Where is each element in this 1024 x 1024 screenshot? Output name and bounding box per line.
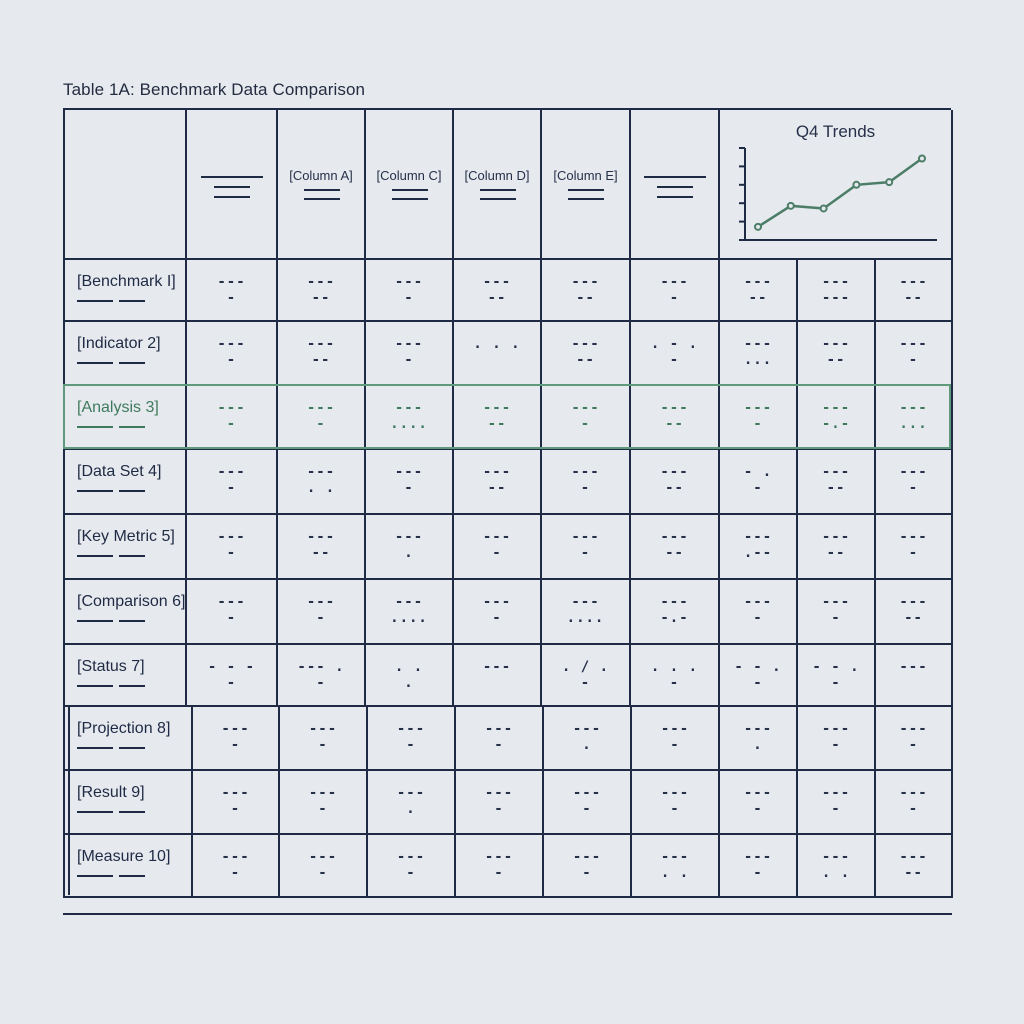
row-label: [Data Set 4] <box>77 463 162 480</box>
table-cell <box>454 386 542 450</box>
header-cell-column-d <box>454 110 542 260</box>
table-row-label-cell <box>65 645 187 707</box>
cell-value: --- - <box>306 400 336 432</box>
table-caption: Table 1A: Benchmark Data Comparison <box>63 80 366 99</box>
table-cell <box>278 386 366 450</box>
table-cell <box>368 835 456 898</box>
cell-value: --- -- <box>899 274 928 306</box>
cell-value: --- . <box>396 785 426 817</box>
table-cell <box>366 580 454 645</box>
cell-value: --- <box>482 659 512 675</box>
table-row-label-cell <box>65 707 193 771</box>
table-cell <box>454 580 542 645</box>
table-cell <box>876 450 953 515</box>
cell-value: --- - <box>221 849 250 881</box>
benchmark-table <box>63 108 951 898</box>
table-cell <box>278 322 366 386</box>
cell-value: --- ... <box>743 336 773 368</box>
row-label: [Projection 8] <box>77 720 171 737</box>
cell-value: --- - <box>743 849 773 881</box>
label-underline <box>119 362 145 364</box>
cell-value: --- - <box>571 529 600 561</box>
table-cell <box>632 835 720 898</box>
table-cell <box>876 386 953 450</box>
cell-value: --- - <box>396 849 426 881</box>
header-cell-column-c <box>366 110 454 260</box>
cell-value: --- - <box>572 785 602 817</box>
table-cell <box>456 771 544 835</box>
table-cell <box>798 645 876 707</box>
table-cell <box>876 645 953 707</box>
table-cell <box>720 450 798 515</box>
table-cell <box>278 260 366 322</box>
table-cell <box>454 645 542 707</box>
table-row-label-cell <box>65 386 187 450</box>
table-cell <box>798 260 876 322</box>
cell-value: --- . <box>572 721 602 753</box>
label-underline <box>119 426 145 428</box>
table-cell <box>542 645 631 707</box>
table-cell <box>456 835 544 898</box>
table-cell <box>720 771 798 835</box>
cell-value: --- - <box>217 594 246 626</box>
cell-value: --- - <box>571 400 600 432</box>
table-cell <box>187 322 278 386</box>
row-label: [Result 9] <box>77 784 145 801</box>
cell-value: --- -- <box>571 274 600 306</box>
header-cell-column-a <box>278 110 366 260</box>
cell-value: --- .... <box>390 400 428 432</box>
table-cell <box>187 260 278 322</box>
label-underline <box>77 426 113 428</box>
table-cell <box>187 645 278 707</box>
cell-value: --- -- <box>821 464 851 496</box>
cell-value: --- - <box>660 785 690 817</box>
cell-value: --- -- <box>482 400 512 432</box>
cell-value: --- - <box>660 721 690 753</box>
cell-value: --- - <box>217 529 246 561</box>
table-cell <box>720 260 798 322</box>
table-cell <box>456 707 544 771</box>
cell-value: --- - <box>394 274 424 306</box>
cell-value: --- -.- <box>660 594 689 626</box>
divider-line <box>68 705 70 895</box>
table-cell <box>631 645 720 707</box>
series-line <box>758 159 922 227</box>
table-cell <box>876 771 953 835</box>
table-cell <box>876 322 953 386</box>
cell-value: . / . - <box>561 659 610 691</box>
cell-value: --- - <box>660 274 689 306</box>
table-cell <box>542 386 631 450</box>
cell-value: --- - <box>396 721 426 753</box>
cell-value: --- - <box>217 336 246 368</box>
table-cell <box>798 580 876 645</box>
data-point <box>788 203 794 209</box>
bottom-rule <box>63 913 952 915</box>
label-underline <box>77 362 113 364</box>
cell-value: --- .-- <box>743 529 773 561</box>
data-point <box>919 156 925 162</box>
table-cell <box>366 260 454 322</box>
label-underline <box>119 747 145 749</box>
table-cell <box>720 580 798 645</box>
cell-value: --- -- <box>660 529 689 561</box>
cell-value: . - . - <box>650 336 699 368</box>
table-cell <box>280 707 368 771</box>
table-cell <box>454 515 542 580</box>
cell-value: --- - <box>899 464 928 496</box>
table-cell <box>368 707 456 771</box>
cell-value: --- - <box>743 400 773 432</box>
table-cell <box>454 450 542 515</box>
table-cell <box>366 645 454 707</box>
cell-value: --- -- <box>899 849 928 881</box>
table-row-label-cell <box>65 835 193 898</box>
cell-value: . . . - <box>650 659 699 691</box>
table-cell <box>193 707 280 771</box>
header-label: [Column C] <box>376 168 442 183</box>
header-cell-1 <box>187 110 278 260</box>
table-row-label-cell <box>65 580 187 645</box>
table-cell <box>544 771 632 835</box>
header-label: [Column D] <box>464 168 530 183</box>
cell-value: --- - <box>571 464 600 496</box>
cell-value: --- - <box>484 785 514 817</box>
table-cell <box>542 580 631 645</box>
table-cell <box>366 450 454 515</box>
cell-value: --- -- <box>660 464 689 496</box>
label-underline <box>119 875 145 877</box>
table-row-label-cell <box>65 322 187 386</box>
table-cell <box>187 450 278 515</box>
table-cell <box>187 580 278 645</box>
row-label: [Key Metric 5] <box>77 528 175 545</box>
cell-value: --- - <box>899 721 928 753</box>
cell-value: --- - <box>899 529 928 561</box>
table-cell <box>631 322 720 386</box>
table-cell <box>278 515 366 580</box>
table-cell <box>720 707 798 771</box>
cell-value: --- - <box>899 336 928 368</box>
label-underline <box>77 620 113 622</box>
header-label: [Column E] <box>553 168 618 183</box>
cell-value: . . . <box>394 659 424 691</box>
table-cell <box>798 707 876 771</box>
label-underline <box>119 620 145 622</box>
cell-value: --- . . <box>306 464 336 496</box>
header-cell-column-e <box>542 110 631 260</box>
cell-value: - - . - <box>812 659 860 691</box>
cell-value: --- -- <box>482 274 512 306</box>
row-label: [Analysis 3] <box>77 399 159 416</box>
table-cell <box>720 322 798 386</box>
data-point <box>886 179 892 185</box>
data-point <box>821 205 827 211</box>
label-underline <box>119 490 145 492</box>
cell-value: --- -- <box>482 464 512 496</box>
cell-value: --- - <box>821 594 851 626</box>
table-cell <box>876 260 953 322</box>
table-cell <box>631 386 720 450</box>
cell-value: --- . . <box>660 849 690 881</box>
cell-value: --- . - <box>297 659 345 691</box>
label-underline <box>77 811 113 813</box>
label-underline <box>119 555 145 557</box>
table-cell <box>278 580 366 645</box>
table-cell <box>631 515 720 580</box>
label-underline <box>77 875 113 877</box>
table-cell <box>798 835 876 898</box>
cell-value: --- .... <box>566 594 605 626</box>
cell-value: --- -- <box>660 400 689 432</box>
table-cell <box>366 515 454 580</box>
cell-value: --- - <box>572 849 602 881</box>
cell-value: - - . - <box>734 659 782 691</box>
table-cell <box>366 386 454 450</box>
table-cell <box>631 450 720 515</box>
table-row-label-cell <box>65 771 193 835</box>
table-cell <box>187 515 278 580</box>
table-cell <box>544 835 632 898</box>
table-cell <box>798 515 876 580</box>
table-cell <box>632 707 720 771</box>
cell-value: - . - <box>743 464 773 496</box>
cell-value: - - - - <box>207 659 256 691</box>
row-label: [Benchmark I] <box>77 273 176 290</box>
table-cell <box>544 707 632 771</box>
cell-value: --- - <box>308 785 338 817</box>
cell-value: --- -- <box>821 336 851 368</box>
cell-value: --- --- <box>821 274 851 306</box>
table-cell <box>542 515 631 580</box>
table-cell <box>280 771 368 835</box>
table-row-label-cell <box>65 260 187 322</box>
cell-value: --- -.- <box>821 400 851 432</box>
label-underline <box>119 811 145 813</box>
cell-value: --- . <box>394 529 424 561</box>
table-cell <box>720 515 798 580</box>
table-cell <box>876 580 953 645</box>
cell-value: --- - <box>482 594 512 626</box>
cell-value: --- - <box>743 594 773 626</box>
table-cell <box>631 580 720 645</box>
cell-value: . . . <box>473 336 521 352</box>
table-cell <box>631 260 720 322</box>
table-row-label-cell <box>65 450 187 515</box>
table-cell <box>720 386 798 450</box>
row-label: [Indicator 2] <box>77 335 161 352</box>
table-cell <box>280 835 368 898</box>
cell-value: --- -- <box>306 336 336 368</box>
cell-value: --- <box>899 659 928 675</box>
table-cell <box>368 771 456 835</box>
cell-value: --- -- <box>306 274 336 306</box>
table-cell <box>278 450 366 515</box>
row-label: [Measure 10] <box>77 848 171 865</box>
cell-value: --- - <box>394 464 424 496</box>
label-underline <box>119 685 145 687</box>
cell-value: --- ... <box>899 400 928 432</box>
table-cell <box>366 322 454 386</box>
cell-value: --- - <box>221 785 250 817</box>
cell-value: --- - <box>308 721 338 753</box>
q4-trends-chart <box>720 110 951 258</box>
table-cell <box>876 835 953 898</box>
table-cell <box>798 386 876 450</box>
cell-value: --- - <box>484 849 514 881</box>
table-cell <box>632 771 720 835</box>
label-underline <box>77 555 113 557</box>
cell-value: --- - <box>821 785 851 817</box>
cell-value: --- -- <box>899 594 928 626</box>
row-label: [Comparison 6] <box>77 593 186 610</box>
label-underline <box>77 685 113 687</box>
data-point <box>755 224 761 230</box>
cell-value: --- - <box>221 721 250 753</box>
cell-value: --- - <box>306 594 336 626</box>
row-label: [Status 7] <box>77 658 145 675</box>
cell-value: --- . . <box>821 849 851 881</box>
cell-value: --- - <box>217 464 246 496</box>
cell-value: --- - <box>899 785 928 817</box>
cell-value: --- . <box>743 721 773 753</box>
table-cell <box>187 386 278 450</box>
table-cell <box>876 515 953 580</box>
header-cell-6 <box>631 110 720 260</box>
cell-value: --- - <box>394 336 424 368</box>
table-cell <box>798 322 876 386</box>
label-underline <box>119 300 145 302</box>
cell-value: --- -- <box>306 529 336 561</box>
table-cell <box>542 450 631 515</box>
table-cell <box>720 645 798 707</box>
table-row-label-cell <box>65 515 187 580</box>
cell-value: --- - <box>743 785 773 817</box>
table-cell <box>542 260 631 322</box>
cell-value: --- .... <box>390 594 428 626</box>
table-cell <box>798 450 876 515</box>
table-cell <box>798 771 876 835</box>
table-cell <box>720 835 798 898</box>
table-cell <box>193 771 280 835</box>
cell-value: --- - <box>217 400 246 432</box>
header-cell-corner <box>65 110 187 260</box>
header-label: [Column A] <box>289 168 353 183</box>
table-cell <box>193 835 280 898</box>
cell-value: --- - <box>484 721 514 753</box>
cell-value: --- -- <box>821 529 851 561</box>
label-underline <box>77 300 113 302</box>
cell-value: --- - <box>482 529 512 561</box>
table-cell <box>278 645 366 707</box>
label-underline <box>77 490 113 492</box>
cell-value: --- - <box>217 274 246 306</box>
table-cell <box>454 260 542 322</box>
table-cell <box>454 322 542 386</box>
label-underline <box>77 747 113 749</box>
cell-value: --- -- <box>743 274 773 306</box>
chart-title: Q4 Trends <box>795 122 876 141</box>
cell-value: --- -- <box>571 336 600 368</box>
cell-value: --- - <box>821 721 851 753</box>
table-cell <box>542 322 631 386</box>
header-cell-chart <box>720 110 953 260</box>
data-point <box>853 182 859 188</box>
table-cell <box>876 707 953 771</box>
cell-value: --- - <box>308 849 338 881</box>
